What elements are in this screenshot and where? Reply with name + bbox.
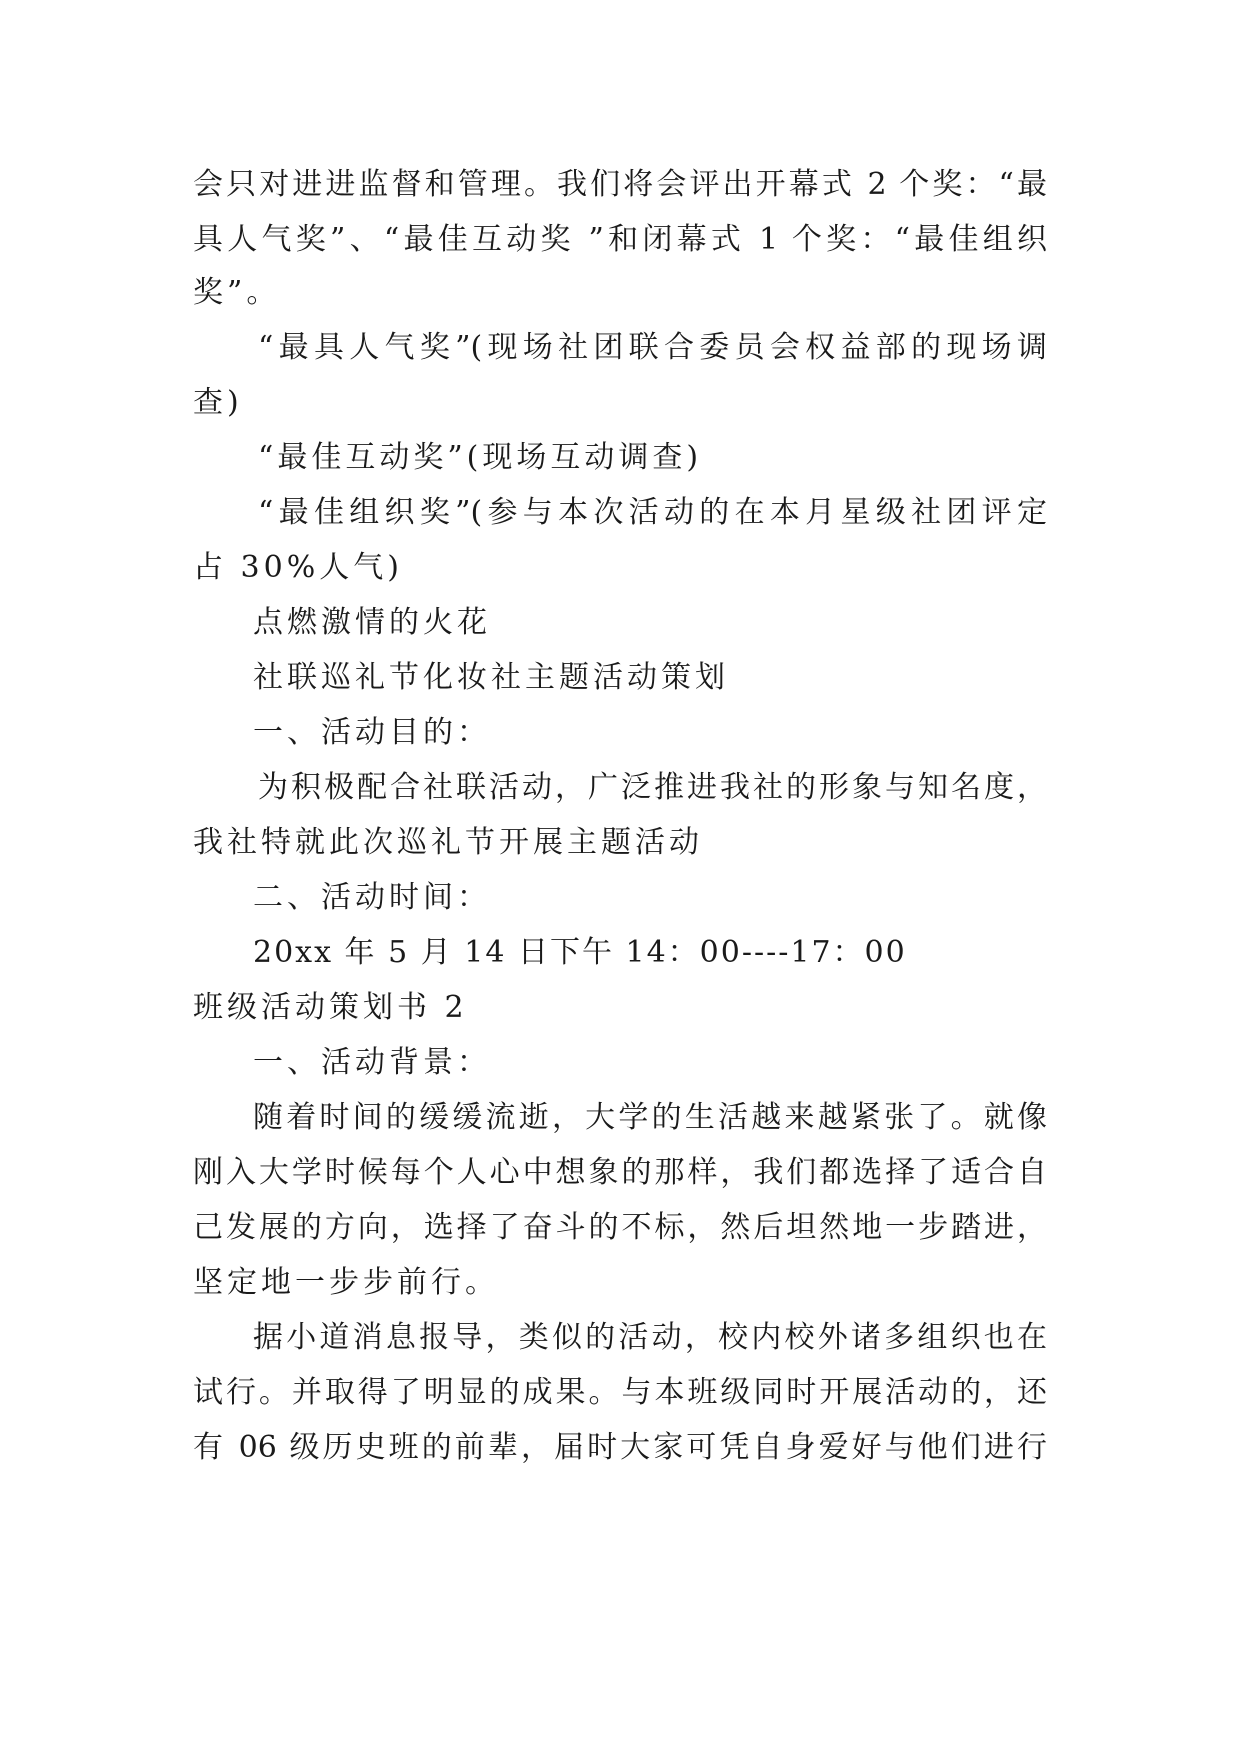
paragraph-line: 据小道消息报导，类似的活动，校内校外诸多组织也在	[253, 1320, 1047, 1355]
section-heading: 一、活动背景：	[253, 1045, 491, 1080]
paragraph-line: 会只对进进监督和管理。我们将会评出开幕式 2 个奖：“最	[193, 167, 1047, 202]
section-heading: 一、活动目的：	[253, 715, 491, 750]
paragraph-line: “最具人气奖”(现场社团联合委员会权益部的现场调	[258, 330, 1047, 365]
heading-line: 社联巡礼节化妆社主题活动策划	[253, 660, 729, 695]
heading-line: 点燃激情的火花	[253, 605, 491, 640]
paragraph-line: 己发展的方向，选择了奋斗的不标，然后坦然地一步踏进，	[193, 1210, 1047, 1245]
section-heading: 二、活动时间：	[253, 880, 491, 915]
paragraph-line: 我社特就此次巡礼节开展主题活动	[193, 825, 703, 860]
paragraph-line: 刚入大学时候每个人心中想象的那样，我们都选择了适合自	[193, 1155, 1047, 1190]
paragraph-line: 有 06 级历史班的前辈，届时大家可凭自身爱好与他们进行	[193, 1430, 1047, 1465]
paragraph-line: 试行。并取得了明显的成果。与本班级同时开展活动的，还	[193, 1375, 1047, 1410]
paragraph-line: 20xx 年 5 月 14 日下午 14：00----17：00	[253, 935, 907, 970]
paragraph-line: 随着时间的缓缓流逝，大学的生活越来越紧张了。就像	[253, 1100, 1047, 1135]
paragraph-line: “最佳互动奖”(现场互动调查)	[258, 440, 703, 475]
paragraph-line: 具人气奖”、“最佳互动奖 ”和闭幕式 1 个奖：“最佳组织	[193, 222, 1047, 257]
paragraph-line: 占 30%人气)	[193, 550, 403, 585]
paragraph-line: 坚定地一步步前行。	[193, 1265, 499, 1300]
paragraph-line: 查)	[193, 385, 243, 420]
paragraph-line: “最佳组织奖”(参与本次活动的在本月星级社团评定	[258, 495, 1047, 530]
document-title: 班级活动策划书 2	[193, 990, 468, 1025]
paragraph-line: 奖”。	[193, 275, 281, 310]
paragraph-line: 为积极配合社联活动，广泛推进我社的形象与知名度，	[258, 770, 1047, 805]
